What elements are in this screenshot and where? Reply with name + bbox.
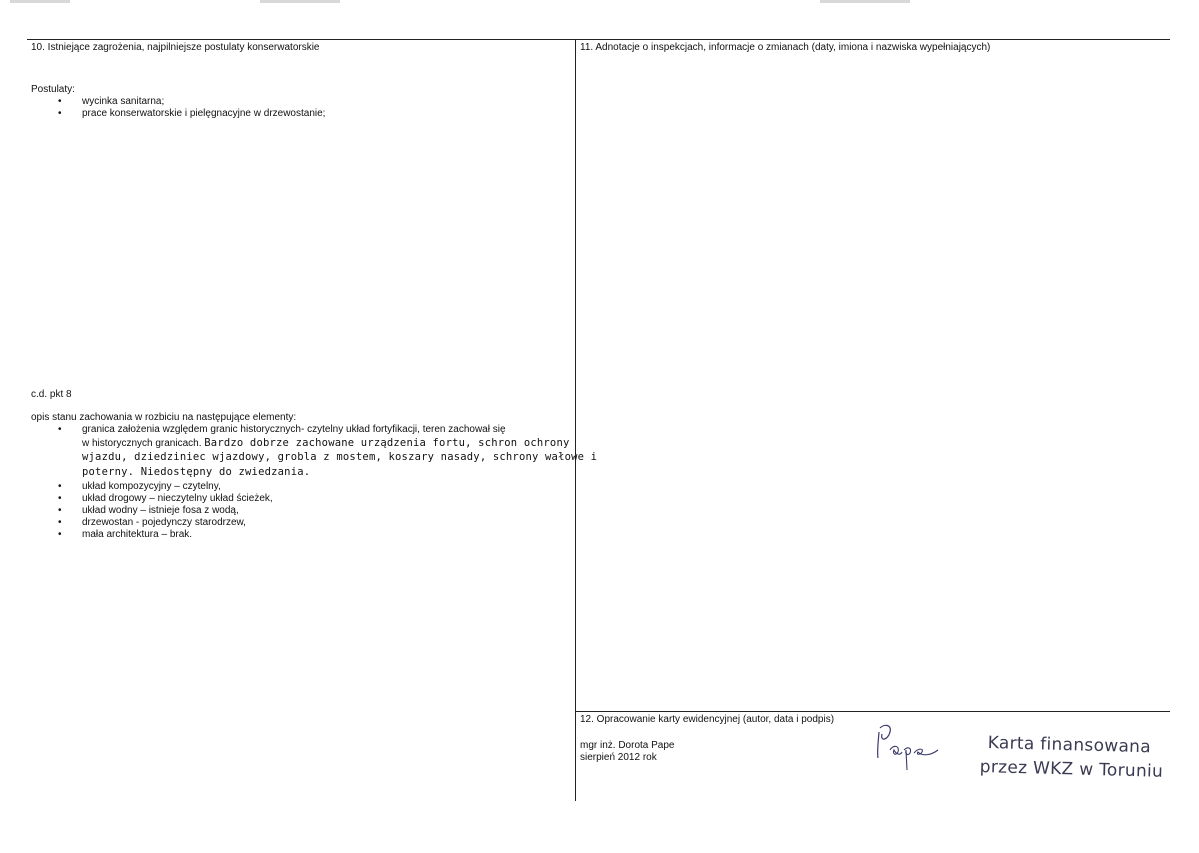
postulaty-label: Postulaty: — [31, 84, 75, 95]
cd-label: c.d. pkt 8 — [31, 389, 72, 400]
signature-image — [870, 720, 950, 775]
opis-list — [31, 481, 273, 541]
opis-item1-line1: granica założenia względem granic historycznych- czytelny układ fortyfikacji, teren zachował się — [82, 424, 506, 435]
postulaty-list — [31, 96, 325, 120]
top-rule — [27, 39, 1170, 40]
opis-label: opis stanu zachowania w rozbiciu na następujące elementy: — [31, 412, 297, 423]
list-item: • układ kompozycyjny – czytelny, — [31, 481, 273, 493]
stamp-line2: przez WKZ w Toruniu — [979, 757, 1164, 782]
list-item: • prace konserwatorskie i pielęgnacyjne w drzewostanie; — [31, 108, 325, 120]
list-item: • układ drogowy – nieczytelny układ ścieżek, — [31, 493, 273, 505]
opis-item1-line3: wjazdu, dziedziniec wjazdowy, grobla z mostem, koszary nasady, schrony wałowe i — [82, 451, 598, 463]
opis-item1-line2 — [82, 437, 570, 450]
list-item: • układ wodny – istnieje fosa z wodą, — [31, 505, 273, 517]
opis-item1-line2-a: w historycznych granicach. — [82, 438, 205, 449]
opis-item1-line2-b: Bardzo dobrze zachowane urządzenia fortu, schron ochrony — [204, 437, 570, 449]
author-name: mgr inż. Dorota Pape — [580, 740, 675, 751]
opis-item1-line4: poterny. Niedostępny do zwiedzania. — [82, 466, 311, 478]
list-item: • wycinka sanitarna; — [31, 96, 325, 108]
scan-artifact — [820, 0, 910, 3]
section12-header: 12. Opracowanie karty ewidencyjnej (autor, data i podpis) — [580, 714, 835, 725]
scan-artifact — [10, 0, 70, 3]
list-item: • mała architektura – brak. — [31, 529, 273, 541]
author-date: sierpień 2012 rok — [580, 752, 657, 763]
section10-header: 10. Istniejące zagrożenia, najpilniejsze postulaty konserwatorskie — [31, 42, 320, 53]
scan-artifact — [260, 0, 340, 3]
bullet: • — [58, 424, 62, 435]
column-divider — [575, 39, 576, 801]
section11-header: 11. Adnotacje o inspekcjach, informacje o zmianach (daty, imiona i nazwiska wypełniających) — [580, 42, 991, 53]
list-item: • drzewostan - pojedynczy starodrzew, — [31, 517, 273, 529]
stamp-line1: Karta finansowana — [987, 733, 1152, 758]
section12-rule — [575, 711, 1170, 712]
